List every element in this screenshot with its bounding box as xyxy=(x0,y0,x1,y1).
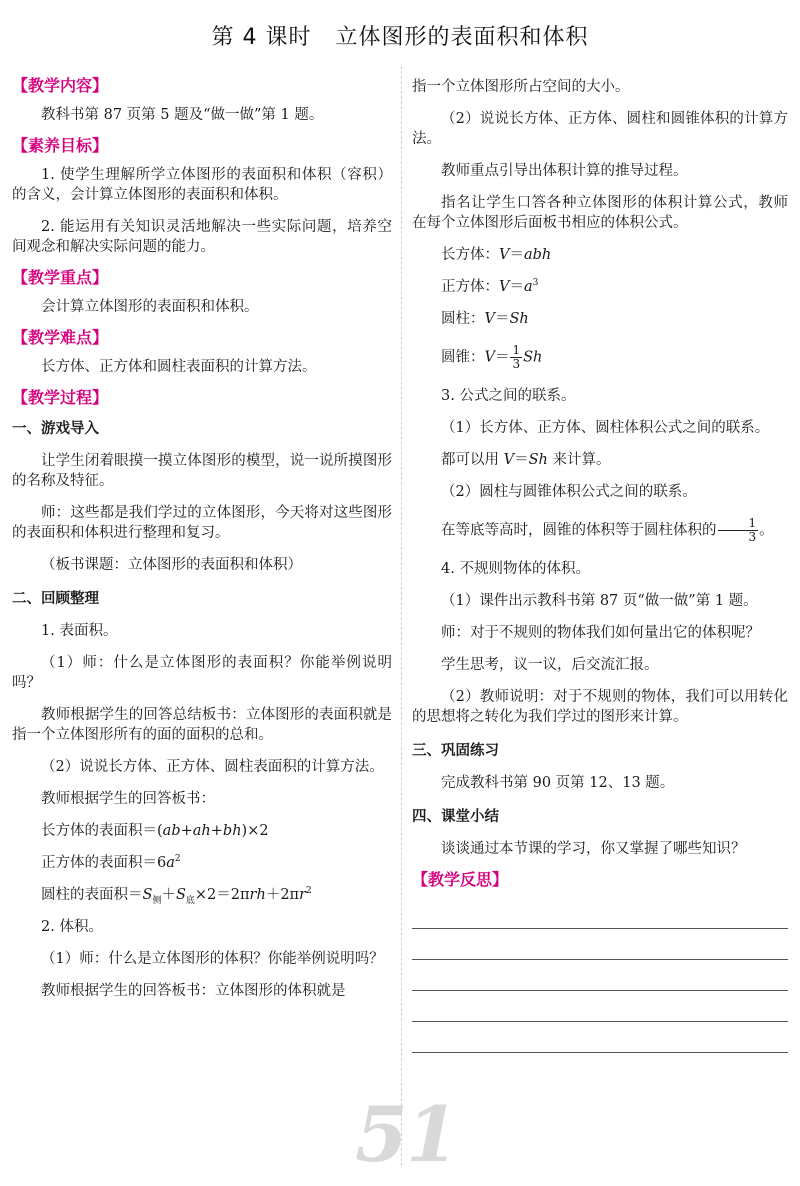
formula-cuboid-surface: 长方体的表面积＝(ab+ah+bh)×2 xyxy=(41,823,269,839)
teacher-guide: 教师重点引导出体积计算的推导过程。 xyxy=(441,163,688,179)
content-text: 教科书第 87 页第 5 题及“做一做”第 1 题。 xyxy=(41,107,324,123)
surface-area-question-2: （2）说说长方体、正方体、圆柱表面积的计算方法。 xyxy=(41,759,384,775)
step-1-title: 一、游戏导入 xyxy=(12,421,99,437)
irregular-1: （1）课件出示教科书第 87 页“做一做”第 1 题。 xyxy=(441,593,758,609)
section-head-goals: 【素养目标】 xyxy=(12,136,109,155)
surface-area-question: （1）师：什么是立体图形的表面积？你能举例说明吗？ xyxy=(12,655,392,691)
surface-area-title: 1. 表面积。 xyxy=(41,623,118,639)
irregular-title: 4. 不规则物体的体积。 xyxy=(441,561,590,577)
lesson-topic: 立体图形的表面积和体积 xyxy=(335,25,589,50)
step-3-title: 三、巩固练习 xyxy=(412,743,499,759)
volume-answer-start: 教师根据学生的回答板书：立体图形的体积就是 xyxy=(41,983,346,999)
volume-question-2: （2）说说长方体、正方体、圆柱和圆锥体积的计算方法。 xyxy=(412,111,788,147)
relation-q1: （1）长方体、正方体、圆柱体积公式之间的联系。 xyxy=(441,420,770,436)
reflection-lines xyxy=(412,898,788,1053)
column-divider xyxy=(401,66,402,1166)
step-1-para-2: 师：这些都是我们学过的立体图形，今天将对这些图形的表面积和体积进行整理和复习。 xyxy=(12,505,392,541)
key-text: 会计算立体图形的表面积和体积。 xyxy=(41,299,259,315)
irregular-2: 师：对于不规则的物体我们如何量出它的体积呢？ xyxy=(441,625,760,641)
irregular-4: （2）教师说明：对于不规则的物体，我们可以用转化的思想将之转化为我们学过的图形来计算。 xyxy=(412,689,788,725)
relation-a2: 在等底等高时，圆锥的体积等于圆柱体积的 $\frac{1}{3}$ 。 xyxy=(441,516,774,544)
teacher-board: 指名让学生口答各种立体图形的体积计算公式，教师在每个立体图形后面板书相应的体积公式。 xyxy=(412,195,788,231)
section-head-reflection: 【教学反思】 xyxy=(412,870,509,889)
reflection-line[interactable] xyxy=(412,898,788,929)
goal-1: 1. 使学生理解所学立体图形的表面积和体积（容积）的含义，会计算立体图形的表面积和体积。 xyxy=(12,167,392,203)
section-head-difficulty: 【教学难点】 xyxy=(12,328,109,347)
formula-cube-volume: 正方体：$V=a^3$ xyxy=(441,278,539,295)
reflection-line[interactable] xyxy=(412,1022,788,1053)
page-number: 51 xyxy=(355,1090,457,1179)
board-note: 教师根据学生的回答板书： xyxy=(41,791,215,807)
section-head-key: 【教学重点】 xyxy=(12,268,109,287)
step-2-title: 二、回顾整理 xyxy=(12,591,99,607)
reflection-line[interactable] xyxy=(412,960,788,991)
lesson-title xyxy=(0,20,800,51)
section-head-process: 【教学过程】 xyxy=(12,388,109,407)
lesson-number: 第 4 课时 xyxy=(211,25,312,50)
relation-a1: 都可以用 V＝Sh 来计算。 xyxy=(441,452,611,468)
step-4-title: 四、课堂小结 xyxy=(412,809,499,825)
difficulty-text: 长方体、正方体和圆柱表面积的计算方法。 xyxy=(41,359,317,375)
surface-area-answer: 教师根据学生的回答总结板书：立体图形的表面积就是指一个立体图形所有的面的面积的总和。 xyxy=(12,707,392,743)
relation-title: 3. 公式之间的联系。 xyxy=(441,388,576,404)
section-head-content: 【教学内容】 xyxy=(12,76,109,95)
formula-cuboid-volume: 长方体：V＝abh xyxy=(441,247,552,263)
reflection-line[interactable] xyxy=(412,929,788,960)
step-4-text: 谈谈通过本节课的学习，你又掌握了哪些知识？ xyxy=(441,841,746,857)
volume-question: （1）师：什么是立体图形的体积？你能举例说明吗？ xyxy=(41,951,384,967)
irregular-3: 学生思考，议一议，后交流汇报。 xyxy=(441,657,659,673)
step-1-para-1: 让学生闭着眼摸一摸立体图形的模型，说一说所摸图形的名称及特征。 xyxy=(12,453,392,489)
formula-cone-volume: 圆锥：V＝ $\frac{1}{3}$ Sh xyxy=(441,343,543,371)
left-column xyxy=(12,72,392,1008)
volume-title: 2. 体积。 xyxy=(41,919,103,935)
formula-cylinder-surface: 圆柱的表面积$=S_侧+S_底\times 2=2\pi rh+2\pi r^2$ xyxy=(41,886,312,906)
goal-2: 2. 能运用有关知识灵活地解决一些实际问题，培养空间观念和解决实际问题的能力。 xyxy=(12,219,392,255)
reflection-line[interactable] xyxy=(412,991,788,1022)
formula-cube-surface: 正方体的表面积$=6a^2$ xyxy=(41,854,181,871)
relation-q2: （2）圆柱与圆锥体积公式之间的联系。 xyxy=(441,484,697,500)
step-1-para-3: （板书课题：立体图形的表面积和体积） xyxy=(41,557,302,573)
right-column xyxy=(412,72,788,1053)
step-3-text: 完成教科书第 90 页第 12、13 题。 xyxy=(441,775,675,791)
volume-answer-cont: 指一个立体图形所占空间的大小。 xyxy=(412,79,630,95)
formula-cylinder-volume: 圆柱：V＝Sh xyxy=(441,311,529,327)
